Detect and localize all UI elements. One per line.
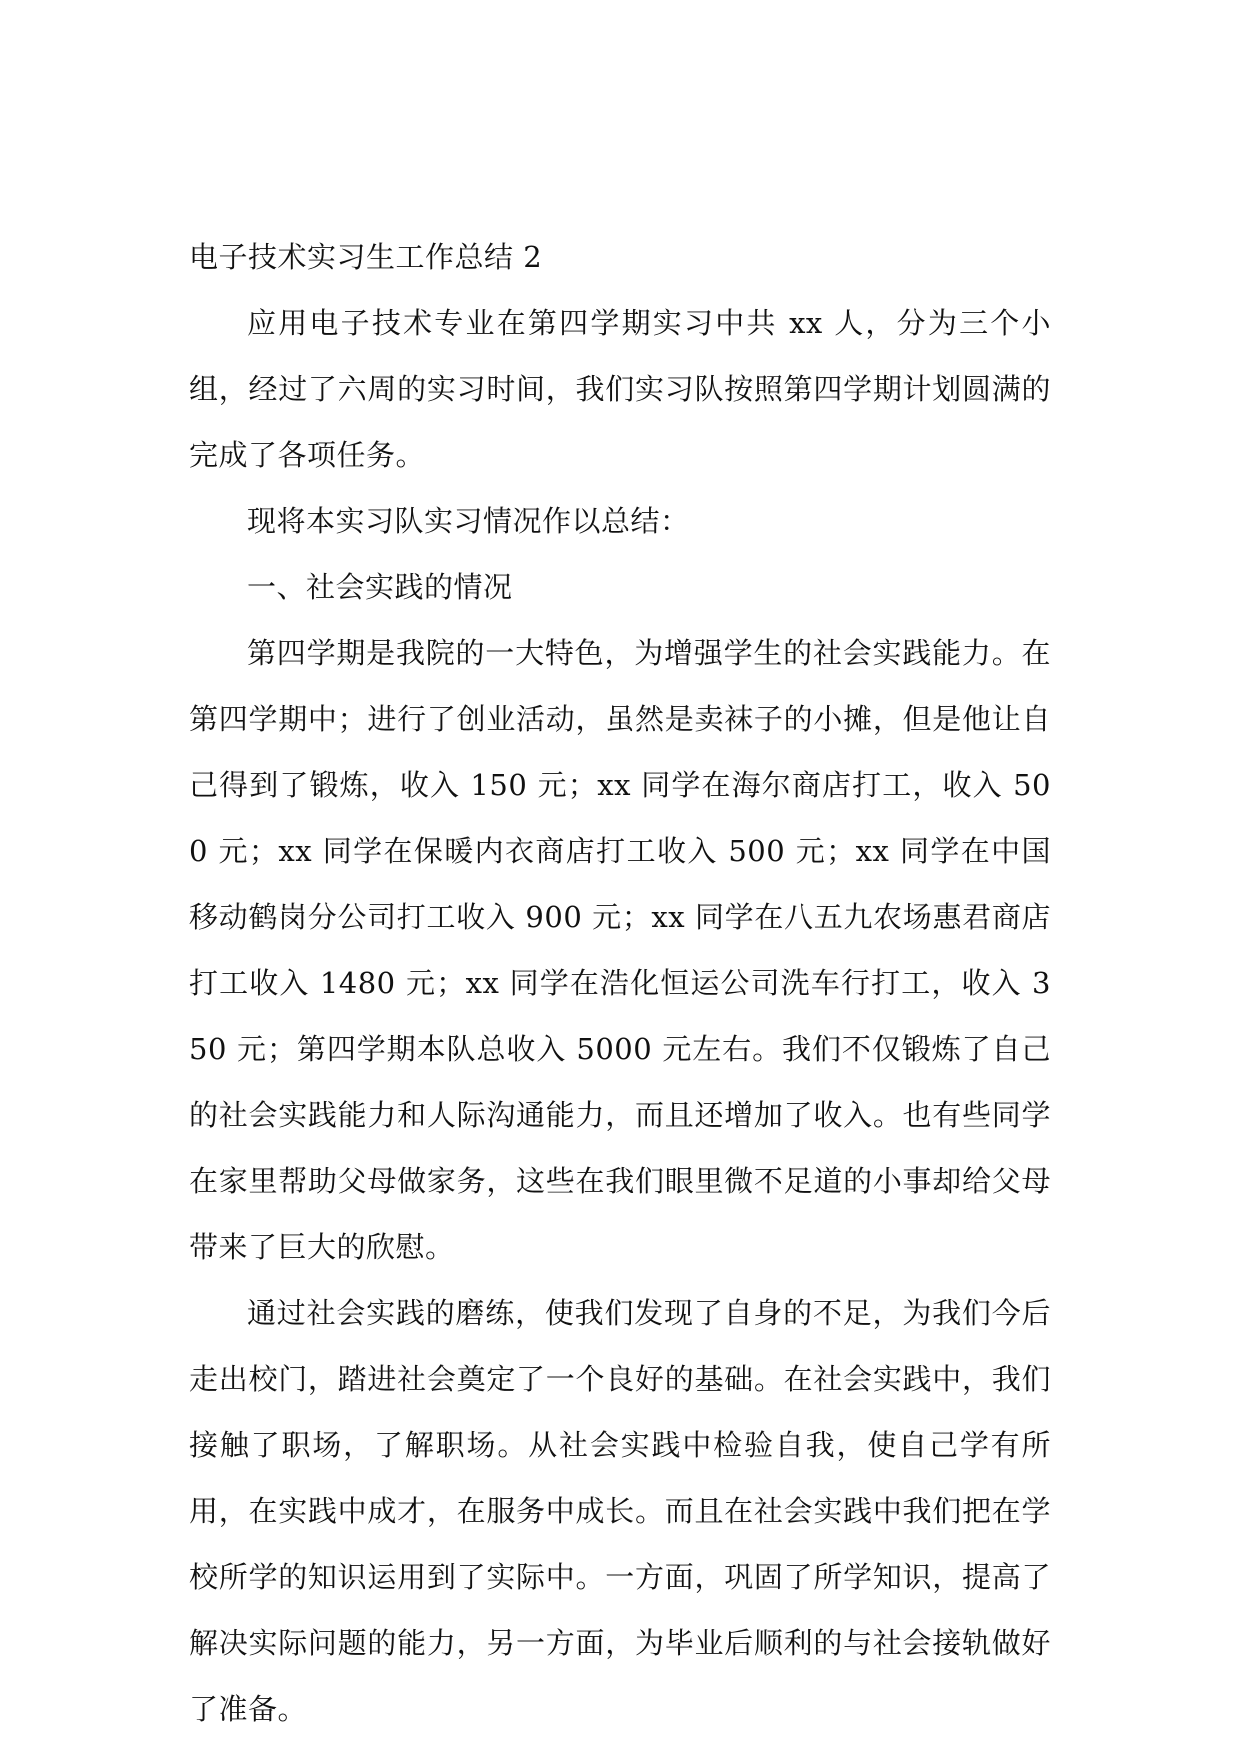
paragraph-intro: 应用电子技术专业在第四学期实习中共 xx 人，分为三个小组，经过了六周的实习时间，我们实习队按照第四学期计划圆满的完成了各项任务。 bbox=[189, 306, 1051, 472]
document-title: 电子技术实习生工作总结 2 bbox=[189, 240, 543, 274]
paragraph-summary-lead: 现将本实习队实习情况作以总结： bbox=[247, 504, 690, 538]
paragraph-social-practice-reflection: 通过社会实践的磨练，使我们发现了自身的不足，为我们今后走出校门，踏进社会奠定了一个良好的基础。在社会实践中，我们接触了职场，了解职场。从社会实践中检验自我，使自己学有所用，在实践中成才，在服务中成长。而且在社会实践中我们把在学校所学的知识运用到了实际中。一方面，巩固了所学知识，提高了解决实际问题的能力，另一方面，为毕业后顺利的与社会接轨做好了准备。 bbox=[189, 1296, 1051, 1726]
paragraph-social-practice-details: 第四学期是我院的一大特色，为增强学生的社会实践能力。在第四学期中；进行了创业活动，虽然是卖袜子的小摊，但是他让自己得到了锻炼，收入 150 元；xx 同学在海尔商店打工，收入 500 元；xx 同学在保暖内衣商店打工收入 500 元；xx 同学在中国移动鹤岗分公司打工收入 900 元；xx 同学在八五九农场惠君商店打工收入 1480 元；xx 同学在浩化恒运公司洗车行打工，收入 350 元；第四学期本队总收入 5000 元左右。我们不仅锻炼了自己的社会实践能力和人际沟通能力，而且还增加了收入。也有些同学在家里帮助父母做家务，这些在我们眼里微不足道的小事却给父母带来了巨大的欣慰。 bbox=[189, 636, 1051, 1264]
document-body bbox=[189, 224, 1051, 1742]
section-heading-social-practice: 一、社会实践的情况 bbox=[247, 570, 513, 604]
